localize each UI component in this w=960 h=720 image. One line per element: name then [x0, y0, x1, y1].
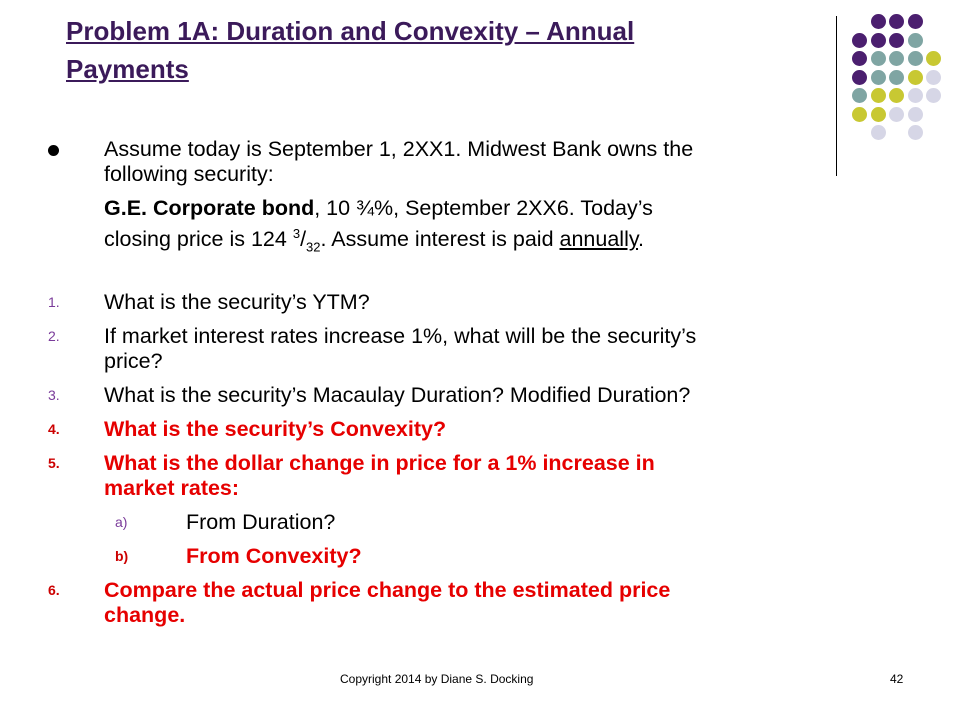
q6-text-line-2: change. [104, 603, 186, 627]
title-line-1: Problem 1A: Duration and Convexity – Annual [66, 16, 635, 46]
qb-letter: b) [115, 548, 129, 564]
decorative-dot [926, 88, 941, 103]
decorative-dot [871, 125, 886, 140]
decorative-dot [871, 51, 886, 66]
decorative-dot [852, 51, 867, 66]
decorative-dot [889, 107, 904, 122]
q4-number: 4. [48, 421, 60, 437]
decorative-divider [836, 16, 837, 176]
price-fraction-numerator: 3 [292, 226, 301, 241]
q3-number: 3. [48, 387, 60, 403]
bond-name: G.E. Corporate bond [104, 196, 315, 220]
decorative-dot [926, 70, 941, 85]
bond-terms: , 10 ¾%, September 2XX6. Today’s [314, 196, 653, 220]
price-fraction-slash: / [300, 227, 307, 252]
qa-text: From Duration? [186, 510, 336, 534]
decorative-dot [852, 33, 867, 48]
decorative-dot [908, 125, 923, 140]
q5-text-line-1: What is the dollar change in price for a 1% increase in [104, 451, 655, 475]
q2-text-line-2: price? [104, 349, 163, 373]
qa-letter: a) [115, 514, 128, 530]
q4-text: What is the security’s Convexity? [104, 417, 447, 441]
price-fraction-denominator: 32 [306, 239, 321, 255]
decorative-dot [871, 107, 886, 122]
decorative-dot [871, 33, 886, 48]
decorative-dot [889, 14, 904, 29]
decorative-dot [871, 70, 886, 85]
decorative-dot [889, 70, 904, 85]
decorative-dot [908, 51, 923, 66]
period-text: . [638, 227, 644, 252]
footer-copyright: Copyright 2014 by Diane S. Docking [340, 672, 534, 686]
slide-title [66, 12, 826, 88]
decorative-dot [852, 88, 867, 103]
bond-description [104, 195, 653, 221]
q6-text-line-1: Compare the actual price change to the estimated price [104, 578, 671, 602]
q2-text-line-1: If market interest rates increase 1%, what will be the security’s [104, 324, 697, 348]
q2-number: 2. [48, 328, 60, 344]
q5-text-line-2: market rates: [104, 476, 240, 500]
decorative-dot [908, 107, 923, 122]
decorative-dot [852, 107, 867, 122]
decorative-dot [871, 88, 886, 103]
decorative-dot [908, 33, 923, 48]
qb-text: From Convexity? [186, 544, 362, 568]
decorative-dot [908, 14, 923, 29]
q1-number: 1. [48, 294, 60, 310]
decorative-dot [908, 70, 923, 85]
q5-number: 5. [48, 455, 60, 471]
q6-number: 6. [48, 582, 60, 598]
price-text: closing price is 124 [104, 227, 293, 252]
q3-text: What is the security’s Macaulay Duration? Modified Duration? [104, 383, 691, 407]
bullet-icon [48, 145, 59, 156]
decorative-dot [889, 33, 904, 48]
title-line-2: Payments [66, 54, 189, 84]
price-line [104, 221, 644, 260]
decorative-dot [889, 51, 904, 66]
intro-line-2: following security: [104, 162, 274, 186]
q1-text: What is the security’s YTM? [104, 290, 370, 314]
decorative-dot [852, 70, 867, 85]
annually-text: annually [559, 227, 639, 252]
decorative-dot [871, 14, 886, 29]
intro-line-1: Assume today is September 1, 2XX1. Midwest Bank owns the [104, 137, 694, 161]
page-number: 42 [890, 672, 904, 686]
decorative-dot [908, 88, 923, 103]
interest-text: . Assume interest is paid [320, 227, 560, 252]
decorative-dot [889, 88, 904, 103]
decorative-dot [926, 51, 941, 66]
